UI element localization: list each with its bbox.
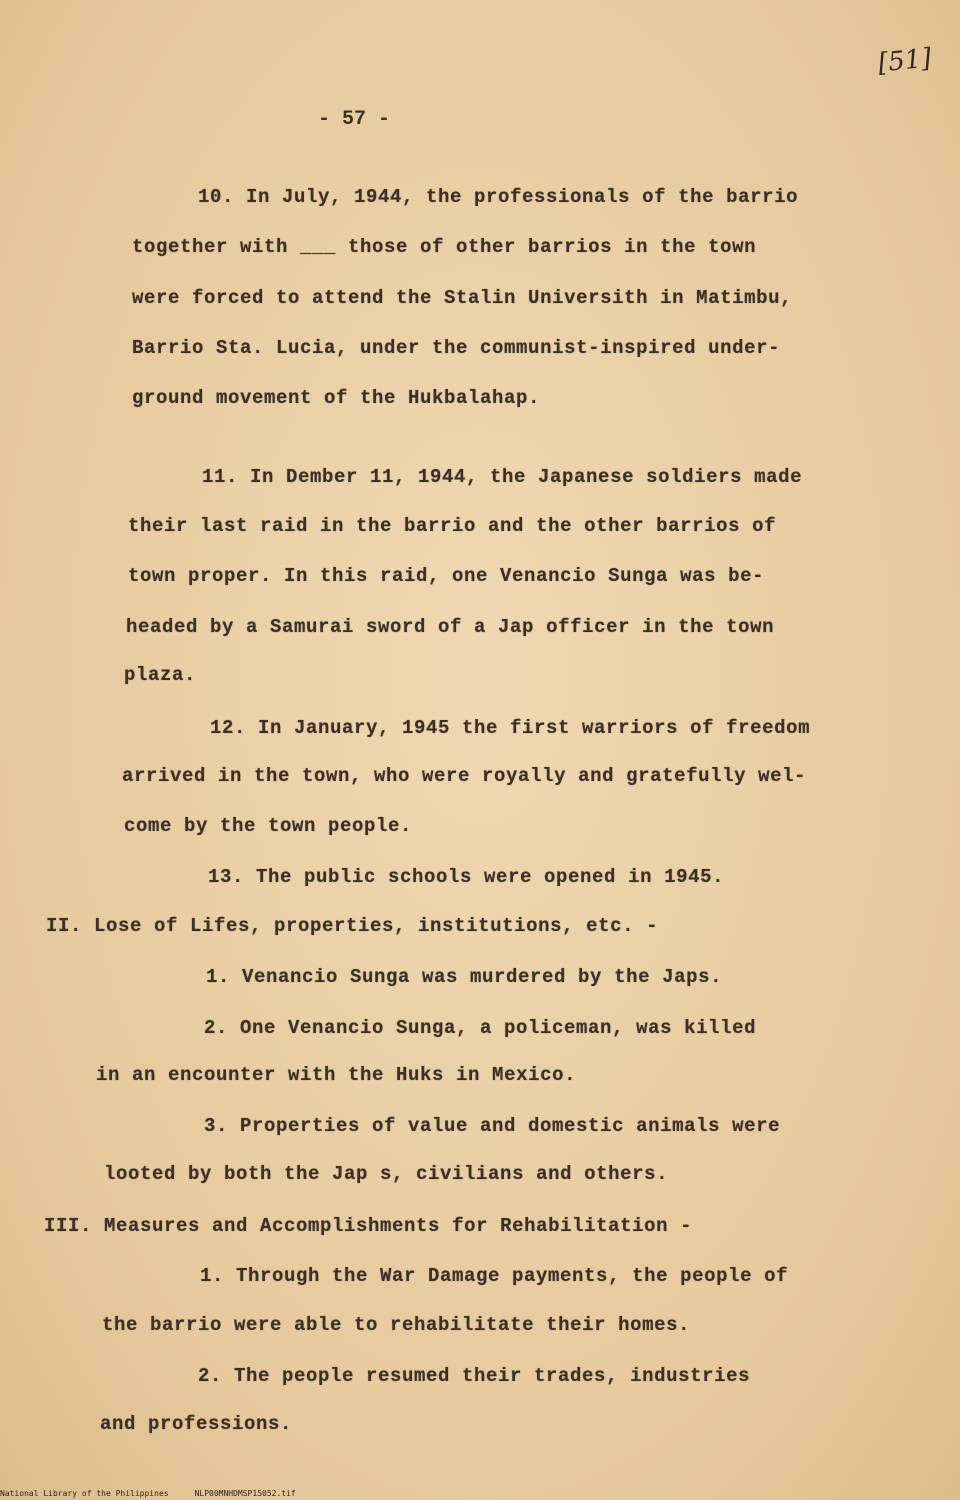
library-credit: National Library of the Philippines <box>0 1489 169 1498</box>
text-line: 10. In July, 1944, the professionals of the barrio <box>198 186 799 208</box>
text-line: and professions. <box>100 1413 293 1435</box>
text-line: 13. The public schools were opened in 1945. <box>208 866 725 888</box>
section-heading: II. Lose of Lifes, properties, institutions, etc. - <box>46 915 659 937</box>
text-line: headed by a Samurai sword of a Jap officer in the town <box>126 616 775 638</box>
text-line: looted by both the Jap s, civilians and others. <box>104 1163 669 1185</box>
text-line: ground movement of the Hukbalahap. <box>132 387 541 409</box>
scan-filename: NLP00MNHDMSP15052.tif <box>194 1489 296 1498</box>
text-line: come by the town people. <box>124 815 413 837</box>
text-line: together with ___ those of other barrios in the town <box>132 236 757 258</box>
handwritten-page-annotation: [51] <box>876 43 933 79</box>
text-line: 2. One Venancio Sunga, a policeman, was killed <box>204 1017 757 1039</box>
text-line: Barrio Sta. Lucia, under the communist-inspired under- <box>132 337 781 359</box>
text-line: 1. Venancio Sunga was murdered by the Japs. <box>206 966 723 988</box>
text-line: 1. Through the War Damage payments, the people of <box>200 1265 789 1287</box>
text-line: arrived in the town, who were royally and gratefully wel- <box>122 765 807 787</box>
text-line: their last raid in the barrio and the other barrios of <box>128 515 777 537</box>
text-line: 2. The people resumed their trades, industries <box>198 1365 751 1387</box>
text-line: 12. In January, 1945 the first warriors of freedom <box>210 717 811 739</box>
section-heading: III. Measures and Accomplishments for Rehabilitation - <box>44 1215 693 1237</box>
text-line: were forced to attend the Stalin Universith in Matimbu, <box>132 287 793 309</box>
text-line: 3. Properties of value and domestic animals were <box>204 1115 781 1137</box>
scan-footer <box>0 1489 960 1500</box>
text-line: the barrio were able to rehabilitate their homes. <box>102 1314 691 1336</box>
text-line: in an encounter with the Huks in Mexico. <box>96 1064 577 1086</box>
text-line: town proper. In this raid, one Venancio Sunga was be- <box>128 565 765 587</box>
page-number: - 57 - <box>318 108 391 131</box>
text-line: plaza. <box>124 664 197 686</box>
text-line: 11. In Dember 11, 1944, the Japanese soldiers made <box>202 466 803 488</box>
